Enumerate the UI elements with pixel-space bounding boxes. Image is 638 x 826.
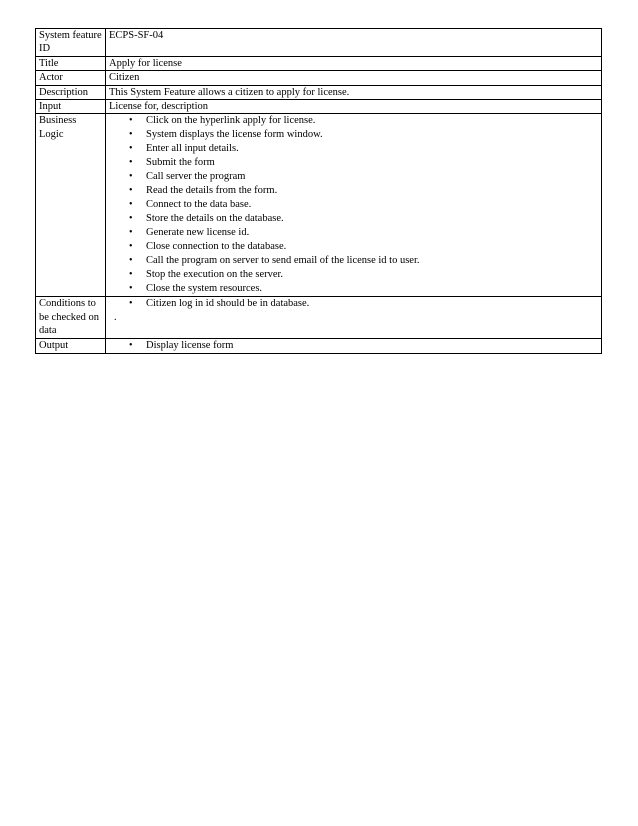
list-item: • Close the system resources. [109,282,599,296]
list-item: • Store the details on the database. [109,212,599,226]
label-actor: Actor [36,71,106,85]
list-item: • Click on the hyperlink apply for license. [109,114,599,128]
list-item: • Stop the execution on the server. [109,268,599,282]
row-output [36,338,602,353]
list-item: • Enter all input details. [109,142,599,156]
list-item: • Close connection to the database. [109,240,599,254]
value-conditions [106,297,602,338]
conditions-trailing-dot: . [114,312,117,324]
value-output [106,338,602,353]
business-logic-list [109,114,599,296]
row-actor [36,71,602,85]
row-description [36,85,602,99]
row-input [36,100,602,114]
label-input: Input [36,100,106,114]
list-item: • Read the details from the form. [109,184,599,198]
list-item: • Generate new license id. [109,226,599,240]
value-feature-id: ECPS-SF-04 [106,29,602,57]
list-item: • Submit the form [109,156,599,170]
system-feature-table [35,28,602,354]
list-item: • Connect to the data base. [109,198,599,212]
list-item: • Call the program on server to send email of the license id to user. [109,254,599,268]
list-item: • Citizen log in id should be in database. [109,297,599,311]
label-title: Title [36,56,106,70]
value-description: This System Feature allows a citizen to apply for license. [106,85,602,99]
row-title [36,56,602,70]
label-business-logic: Business Logic [36,114,106,297]
value-title: Apply for license [106,56,602,70]
label-feature-id: System feature ID [36,29,106,57]
list-item: • System displays the license form window. [109,128,599,142]
list-item: • Call server the program [109,170,599,184]
output-list [109,339,599,353]
value-business-logic [106,114,602,297]
row-conditions [36,297,602,338]
list-item: • Display license form [109,339,599,353]
row-feature-id [36,29,602,57]
conditions-list [109,297,599,311]
row-business-logic [36,114,602,297]
label-description: Description [36,85,106,99]
label-output: Output [36,338,106,353]
value-input: License for, description [106,100,602,114]
label-conditions: Conditions to be checked on data [36,297,106,338]
value-actor: Citizen [106,71,602,85]
